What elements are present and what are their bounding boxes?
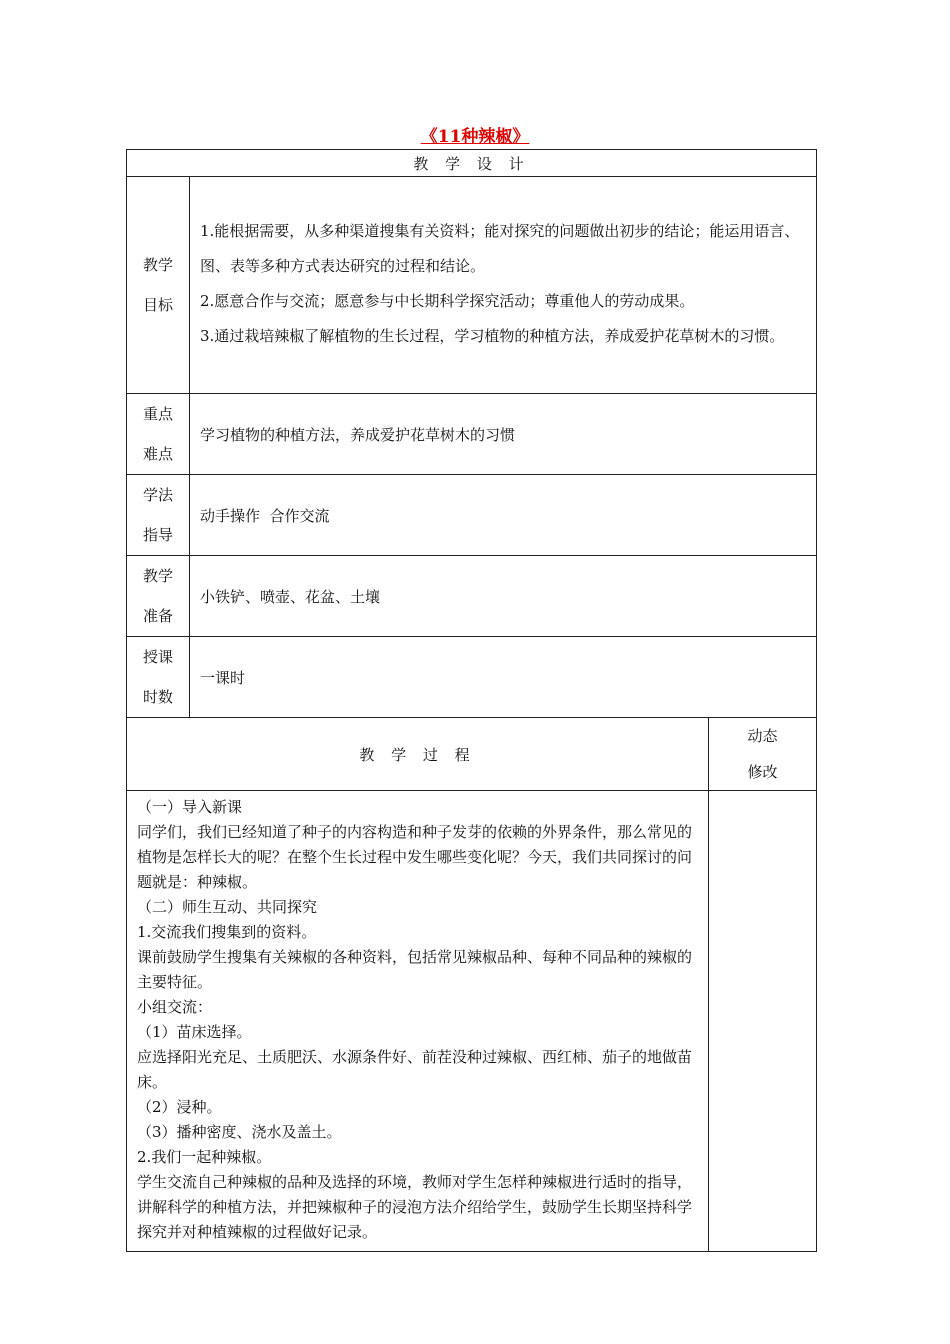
process-line: （1）苗床选择。	[137, 1023, 252, 1041]
lesson-plan-table	[126, 149, 817, 1252]
hours-row	[127, 637, 817, 718]
study-method-label	[127, 475, 190, 556]
goals-label-line2: 目标	[142, 296, 173, 314]
process-row	[127, 791, 817, 1252]
study-method-label-line1: 学法	[142, 486, 173, 504]
goals-label-line1: 教学	[142, 256, 173, 274]
design-header: 教 学 设 计	[127, 150, 817, 177]
key-points-label	[127, 394, 190, 475]
hours-label-line2: 时数	[142, 688, 173, 706]
modify-header	[709, 718, 817, 791]
key-points-label-line1: 重点	[142, 405, 173, 423]
process-header: 教 学 过 程	[127, 718, 709, 791]
process-line: 1.交流我们搜集到的资料。	[137, 923, 317, 941]
goal-item: 2.愿意合作与交流；愿意参与中长期科学探究活动；尊重他人的劳动成果。	[200, 292, 695, 310]
process-line: 同学们，我们已经知道了种子的内容构造和种子发芽的依赖的外界条件，那么常见的植物是怎样长大的呢？在整个生长过程中发生哪些变化呢？今天，我们共同探讨的问题就是：种辣椒。	[137, 823, 693, 891]
process-header-row	[127, 718, 817, 791]
goal-item: 1.能根据需要，从多种渠道搜集有关资料；能对探究的问题做出初步的结论；能运用语言、图、表等多种方式表达研究的过程和结论。	[200, 222, 800, 275]
study-method-label-line2: 指导	[142, 526, 173, 544]
preparation-label-line2: 准备	[142, 607, 173, 625]
process-line: 课前鼓励学生搜集有关辣椒的各种资料，包括常见辣椒品种、每种不同品种的辣椒的主要特征。	[137, 948, 693, 991]
preparation-text: 小铁铲、喷壶、花盆、土壤	[190, 556, 817, 637]
key-points-text: 学习植物的种植方法，养成爱护花草树木的习惯	[190, 394, 817, 475]
goals-label	[127, 177, 190, 394]
modify-column	[709, 791, 817, 1252]
study-method-row	[127, 475, 817, 556]
goals-row	[127, 177, 817, 394]
modify-header-line2: 修改	[747, 763, 778, 781]
process-line: 2.我们一起种辣椒。	[137, 1148, 272, 1166]
goals-content	[190, 177, 817, 394]
process-line: （二）师生互动、共同探究	[137, 898, 318, 916]
preparation-label	[127, 556, 190, 637]
study-method-text: 动手操作 合作交流	[190, 475, 817, 556]
modify-header-line1: 动态	[747, 727, 778, 745]
process-line: （3）播种密度、浇水及盖土。	[137, 1123, 342, 1141]
preparation-label-line1: 教学	[142, 567, 173, 585]
key-points-row	[127, 394, 817, 475]
hours-text: 一课时	[190, 637, 817, 718]
process-line: 应选择阳光充足、土质肥沃、水源条件好、前茬没种过辣椒、西红柿、茄子的地做苗床。	[137, 1048, 693, 1091]
design-header-row	[127, 150, 817, 177]
hours-label	[127, 637, 190, 718]
process-content	[127, 791, 709, 1252]
process-line: （一）导入新课	[137, 798, 243, 816]
hours-label-line1: 授课	[142, 648, 173, 666]
process-line: 学生交流自己种辣椒的品种及选择的环境，教师对学生怎样种辣椒进行适时的指导，讲解科学的种植方法，并把辣椒种子的浸泡方法介绍给学生，鼓励学生长期坚持科学探究并对种植辣椒的过程做好记录。	[137, 1173, 693, 1241]
document-title: 《11种辣椒》	[420, 127, 530, 147]
goal-item: 3.通过栽培辣椒了解植物的生长过程，学习植物的种植方法，养成爱护花草树木的习惯。	[200, 327, 785, 345]
process-line: 小组交流：	[137, 998, 213, 1016]
key-points-label-line2: 难点	[142, 445, 173, 463]
preparation-row	[127, 556, 817, 637]
process-line: （2）浸种。	[137, 1098, 222, 1116]
